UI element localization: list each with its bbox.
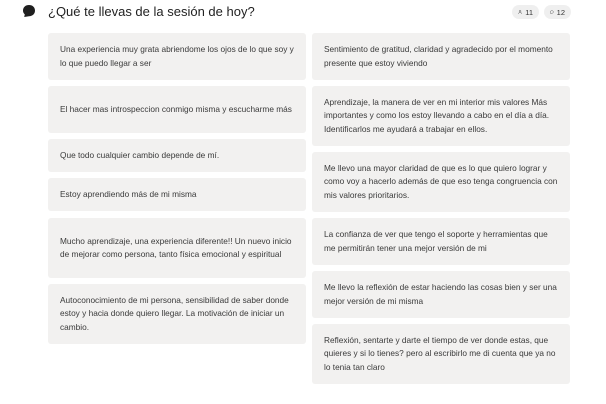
response-text: Sentimiento de gratitud, claridad y agradecido por el momento presente que estoy viviendo	[324, 44, 553, 68]
speech-bubble-icon	[22, 4, 36, 18]
response-card[interactable]	[48, 86, 306, 133]
response-card[interactable]	[48, 139, 306, 172]
response-text: Mucho aprendizaje, una experiencia diferente!! Un nuevo inicio de mejorar como persona, tanto física emocional y espiritual	[60, 235, 292, 259]
comment-icon	[550, 8, 554, 16]
response-card[interactable]	[48, 218, 306, 278]
response-text: La confianza de ver que tengo el soporte y herramientas que me permitirán tener una mejor versión de mi	[324, 229, 548, 253]
response-card[interactable]	[312, 86, 570, 146]
response-text: Autoconocimiento de mi persona, sensibilidad de saber donde estoy y hacia donde quiero llegar. La motivación de iniciar un cambio.	[60, 295, 289, 332]
response-text: Me llevo una mayor claridad de que es lo que quiero lograr y como voy a hacerlo además de que eso tenga congruencia con mis valores prioritarios.	[324, 163, 558, 200]
response-card[interactable]	[312, 218, 570, 265]
response-text: Aprendizaje, la manera de ver en mi interior mis valores Más importantes y como los estoy llevando a cabo en el día a día. Identificarlos me ayudará a trabajar en ellos.	[324, 97, 550, 134]
person-icon	[518, 8, 522, 16]
response-card[interactable]	[48, 284, 306, 344]
response-text: Me llevo la reflexión de estar haciendo las cosas bien y ser una mejor versión de mi misma	[324, 282, 557, 306]
response-card[interactable]	[312, 271, 570, 318]
page-title: ¿Qué te llevas de la sesión de hoy?	[48, 4, 255, 19]
response-card[interactable]	[48, 178, 306, 211]
header-bar	[0, 0, 606, 28]
response-text: El hacer mas introspeccion conmigo misma y escucharme más	[60, 103, 292, 114]
response-card[interactable]	[312, 152, 570, 212]
response-card[interactable]	[312, 33, 570, 80]
response-card[interactable]	[312, 324, 570, 384]
responses-count-badge[interactable]	[544, 5, 571, 19]
response-text: Una experiencia muy grata abriendome los ojos de lo que soy y lo que puedo llegar a ser	[60, 44, 294, 68]
response-card[interactable]	[48, 33, 306, 80]
response-text: Estoy aprendiendo más de mi misma	[60, 188, 197, 199]
participants-count-badge[interactable]	[512, 5, 539, 19]
participants-count: 11	[525, 7, 533, 17]
response-text: Que todo cualquier cambio depende de mí.	[60, 149, 220, 160]
response-text: Reflexión, sentarte y darte el tiempo de ver donde estas, que quieres y si lo tienes? pero al escribirlo me di cuenta que ya no lo tenia tan claro	[324, 335, 556, 372]
responses-count: 12	[556, 7, 565, 17]
